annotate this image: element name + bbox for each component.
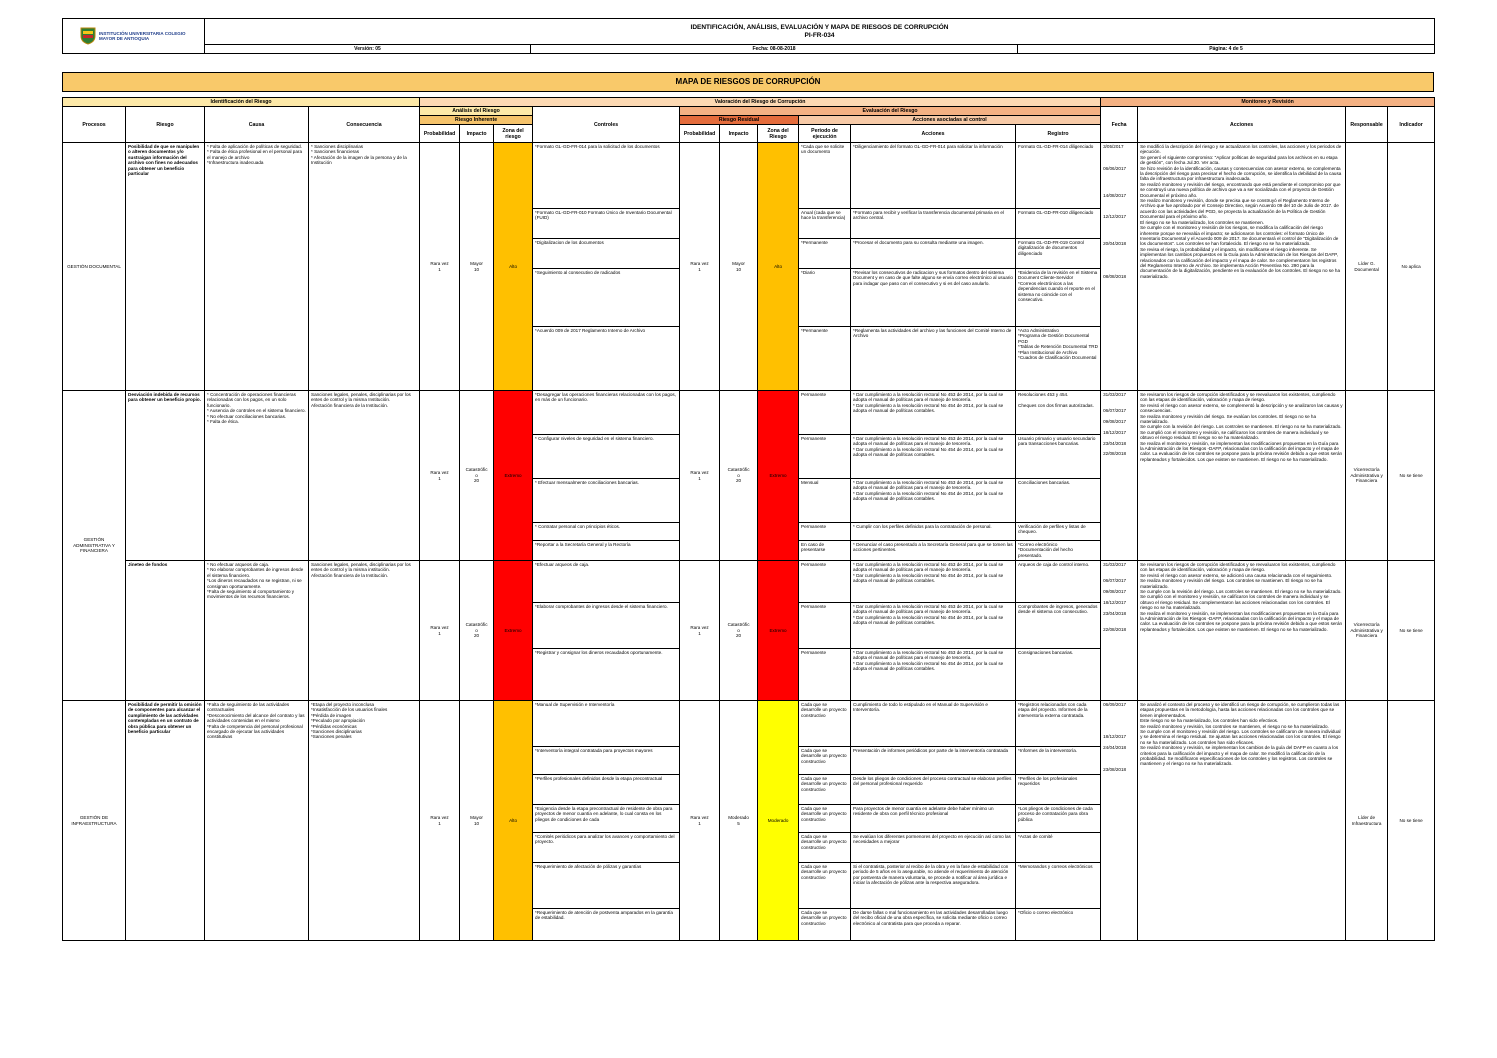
proceso-cell: GESTIÓN ADMINISTRATIVA Y FINANCIERA: [63, 391, 126, 701]
zona-cell: Alto: [494, 701, 533, 941]
impacto-residual-cell: Moderado 5: [720, 701, 758, 941]
control-cell: *Interventoría integral contratada para proyectos mayores: [533, 747, 680, 775]
control-cell: *Formato GL-GD-FR-010 Formato Único de Inventario Documental (FUID): [533, 209, 680, 239]
control-cell: *Requerimiento de atención de postventa amparados en la garantía de estabilidad.: [533, 909, 680, 941]
col-consecuencia: Consecuencia: [309, 107, 420, 143]
accion-cell: Si el contratista, posterior al recibo de la obra y en la fase de estabilidad con periodo de 5 años en lo asegurable, no atiende el requerimiento de atención por postventa de manera voluntaria, se procede a notificar al área jurídica e iniciar la afectación de pólizas ante la respectiva aseguradora.: [851, 863, 1016, 909]
registro-cell: Conciliaciones bancarias.: [1016, 479, 1101, 523]
probabilidad-residual-cell: Rara vez 1: [680, 391, 720, 561]
accion-cell: Cumplimiento de todo lo estipulado en el Manual de Supervisión e Interventoría.: [851, 701, 1016, 747]
periodo-cell: *Cada que se solicite un documento: [799, 143, 851, 209]
accion-cell: Para proyectos de menor cuantía en adelante debe haber mínimo un residente de obra con perfil técnico profesional: [851, 805, 1016, 833]
accion-cell: *Revisar los consecutivos de radicacion y sus formatos dentro del sistema Document y en caso de que falte alguno se envía correo electrónico al usuario para indagar que paso con el consecutivo y si es del caso anularlo.: [851, 269, 1016, 327]
impacto-residual-cell: Catastrófic o 20: [720, 391, 758, 561]
registro-cell: Comprobantes de ingresos, generados desde el sistema con consecutivo.: [1016, 603, 1101, 649]
col-acciones-mon: Acciones: [1138, 107, 1346, 143]
proceso-cell: GESTIÓN DE INFRAESTRUCTURA: [63, 701, 126, 941]
section-valoracion: Valoración del Riesgo de Corrupción: [420, 98, 1101, 107]
control-cell: *Digitalizacion de los documentos: [533, 239, 680, 269]
consecuencia-cell: *Etapa del proyecto inconclusa *Insatisfacción de los usuarios finales *Pérdida de imagen *Peculado por apropiación *Pérdidas económicas *Sanciones disciplinarias *Sanciones penales: [309, 701, 420, 941]
periodo-cell: Mensual: [799, 479, 851, 523]
periodo-cell: En caso de presentarse: [799, 541, 851, 561]
col-causa: Causa: [205, 107, 309, 143]
col-zona-residual: Zona del Riesgo: [758, 125, 799, 143]
control-cell: *Exigencia desde la etapa precontractual de residente de obra para proyectos de menor cuantía en adelante, lo cual consta en los pliegos de condiciones de cada: [533, 805, 680, 833]
registro-cell: Formato GL-GD-FR-010 diligenciado: [1016, 209, 1101, 239]
map-title-band: [62, 72, 1434, 92]
registro-cell: Usuario primario y usuario secundario para transacciones bancarias.: [1016, 435, 1101, 479]
col-probabilidad: Probabilidad: [420, 125, 460, 143]
impacto-residual-cell: Mayor 10: [720, 143, 758, 391]
consecuencia-cell: * Sanciones disciplinarias * Sanciones financieras * Afectación de la imagen de la persona y de la Institución: [309, 143, 420, 391]
periodo-cell: Cada que se desarrolle un proyecto constructivo: [799, 909, 851, 941]
accion-cell: * Dar cumplimiento a la resolución rectoral No 453 de 2014, por la cual se adopta el manual de políticas para el manejo de tesorería. * Dar cumplimiento a la resolución rectoral No 454 de 2014, por la cual se adopta el manual de políticas contables.: [851, 479, 1016, 523]
registro-cell: Consignaciones bancarias.: [1016, 649, 1101, 701]
document-title: IDENTIFICACIÓN, ANÁLISIS, EVALUACIÓN Y MAPA DE RIESGOS DE CORRUPCIÓN: [690, 23, 949, 31]
risk-matrix-body: [63, 143, 1435, 941]
periodo-cell: Permanente: [799, 435, 851, 479]
registro-cell: Formato GL-GD-FR-019 Control digitalización de documentos diligenciado: [1016, 239, 1101, 269]
probabilidad-cell: Rara vez 1: [420, 143, 460, 391]
control-cell: *Registrar y consignar los dineros recaudados oportunamente.: [533, 649, 680, 701]
responsable-cell: Vicerrectoría Administrativa y Financiera: [1346, 391, 1388, 561]
probabilidad-cell: Rara vez 1: [420, 701, 460, 941]
col-riesgo: Riesgo: [126, 107, 205, 143]
fecha: Fecha: 08-08-2018: [531, 45, 1018, 54]
col-fecha: Fecha: [1101, 107, 1138, 143]
control-cell: *Efectuar arqueos de caja.: [533, 561, 680, 603]
periodo-cell: Cada que se desarrolle un proyecto constructivo: [799, 833, 851, 863]
col-probabilidad-residual: Probabilidad: [680, 125, 720, 143]
accion-cell: Presentación de informes periódicos por parte de la interventoría contratada: [851, 747, 1016, 775]
section-evaluacion: Evaluación del Riesgo: [680, 107, 1101, 116]
accion-cell: *Reglamenta las actividades del archivo y las funciones del Comité Interno de Archivo: [851, 327, 1016, 391]
fecha-cell: 06/09/2017 18/12/2017 24/04/2018 23/08/2018: [1101, 701, 1138, 941]
periodo-cell: Cada que se desarrolle un proyecto constructivo: [799, 701, 851, 747]
col-responsable: Responsable: [1346, 107, 1388, 143]
accion-cell: *Diligenciamiento del formato GL-GD-FR-014 para solicitar la información: [851, 143, 1016, 209]
periodo-cell: Permanente: [799, 561, 851, 603]
acciones-monitoreo-cell: Se revisaron los riesgos de corrupción identificados y se reevaluaron los existentes, cumpliendo con las etapas de identificación, valoración y mapa de riesgo. Se revisó el riesgo con asesor externo, se adicionó una causa relacionada con el seguimiento. Se realiza monitoreo y revisión del riesgo. Los controles se mantienen. El riesgo no se ha materializado. Se cumple con la revisión del riesgo. Los controles se mantienen. El riesgo no se ha materializado. Se cumplió con el monitoreo y revisión, se calificaron los controles de manera individual y se obtuvo el riesgo residual. Se complementaron las acciones relacionadas con los controles. El riesgo no se ha materializado. Se realiza el monitoreo y revisión, se implementan las modificaciones propuestas en la Guía para la Administración de los Riesgos -DAFP, relacionadas con la calificación del impacto y el mapa de calor. La evaluación de los controles se pospone para la próxima revisión debido a que estos serán replanteados y fortalecidos. Los que existen se mantienen. El riesgo no se ha materializado.: [1138, 561, 1346, 701]
indicador-cell: No se tiene: [1388, 701, 1435, 941]
table-row: [63, 701, 1435, 747]
impacto-cell: Mayor 10: [460, 701, 494, 941]
accion-cell: * Dar cumplimiento a la resolución rectoral No 453 de 2014, por la cual se adopta el manual de políticas para el manejo de tesorería. * Dar cumplimiento a la resolución rectoral No 454 de 2014, por la cual se adopta el manual de políticas contables.: [851, 649, 1016, 701]
table-row: [63, 561, 1435, 603]
accion-cell: * Dar cumplimiento a la resolución rectoral No 453 de 2014, por la cual se adopta el manual de políticas para el manejo de tesorería. * Dar cumplimiento a la resolución rectoral No 454 de 2014, por la cual se adopta el manual de políticas contables.: [851, 391, 1016, 435]
periodo-cell: Permanente: [799, 523, 851, 541]
registro-cell: *Memorandos y correos electrónicos: [1016, 863, 1101, 909]
responsable-cell: Líder de Infraestructura: [1346, 701, 1388, 941]
control-cell: *Elaborar comprobantes de ingresos desde el sistema financiero.: [533, 603, 680, 649]
fecha-cell: 31/03/2017 06/07/2017 09/08/2017 18/12/2017 23/04/2018 22/08/2018: [1101, 561, 1138, 701]
zona-residual-cell: Extremo: [758, 561, 799, 701]
control-cell: * Contratar personal con principios éticos.: [533, 523, 680, 541]
registro-cell: *Registros relacionados con cada etapa del proyecto. Informes de la interventoría externa contratada.: [1016, 701, 1101, 747]
document-header: [62, 18, 1435, 54]
indicador-cell: No se tiene: [1388, 391, 1435, 561]
zona-residual-cell: Moderado: [758, 701, 799, 941]
section-riesgo-residual: Riesgo Residual: [680, 116, 799, 125]
riesgo-cell: Posibilidad de permitir la omisión de componentes para alcanzar el cumplimiento de las actividades contempladas en un contrato de obra pública para obtener un beneficio particular: [126, 701, 205, 941]
causa-cell: * Falta de aplicación de políticas de seguridad. * Falta de ética profesional en el personal para el manejo de archivo *Infraestructura inadecuada: [205, 143, 309, 391]
registro-cell: *Perfiles de los profesionales requeridos: [1016, 775, 1101, 805]
table-row: [63, 391, 1435, 435]
logo-text: INSTITUCIÓN UNIVERSITARIA COLEGIO MAYOR DE ANTIOQUIA: [99, 31, 186, 41]
indicador-cell: No aplica: [1388, 143, 1435, 391]
impacto-cell: Catastrófic o 20: [460, 561, 494, 701]
consecuencia-cell: Sanciones legales, penales, disciplinarias por los entes de control y la misma institución. Afectación financiera de la Institución.: [309, 561, 420, 701]
registro-cell: *Evidencia de la revisión en el Sistema Document Cliente-Servidor *Correos electrónicos a las dependencias cuando el reporte en el sistema no coincide con el consecutivo.: [1016, 269, 1101, 327]
control-cell: *Perfiles profesionales definidos desde la etapa precontractual: [533, 775, 680, 805]
col-impacto-residual: Impacto: [720, 125, 758, 143]
zona-cell: Alto: [494, 143, 533, 391]
shield-logo-icon: [80, 27, 96, 45]
proceso-cell: GESTIÓN DOCUMENTAL: [63, 143, 126, 391]
col-registro: Registro: [1016, 125, 1101, 143]
impacto-residual-cell: Catastrófic o 20: [720, 561, 758, 701]
probabilidad-cell: Rara vez 1: [420, 391, 460, 561]
registro-cell: *Correo electrónico *Documentación del hecho presentado.: [1016, 541, 1101, 561]
causa-cell: *Falta de seguimiento de las actividades contractuales *Desconocimiento del alcance del contrato y las actividades contenidas en el mismo *Falta de competencia del personal profesional encargado de ejecutar las actividades constitutivas: [205, 701, 309, 941]
zona-residual-cell: Alto: [758, 143, 799, 391]
accion-cell: *Formato para recibir y verificar la transferencia documental primaria en el archivo central.: [851, 209, 1016, 239]
responsable-cell: Vicerrectoría Administrativa y Financiera: [1346, 561, 1388, 701]
section-identificacion: Identificación del Riesgo: [63, 98, 420, 107]
document-code: PI-FR-034: [804, 31, 835, 39]
riesgo-cell: Jineteo de fondos: [126, 561, 205, 701]
accion-cell: *Procesar el documento para su consulta mediante una imagen.: [851, 239, 1016, 269]
col-controles: Controles: [533, 107, 680, 143]
col-impacto: Impacto: [460, 125, 494, 143]
registro-cell: *Acto Administrativo *Programa de Gestión Documental PGD *Tablas de Retención Documental TRD *Plan Institucional de Archivo *Cuadros de Clasificación Documental: [1016, 327, 1101, 391]
logo: [63, 19, 205, 54]
zona-cell: Extremo: [494, 561, 533, 701]
document-title-cell: [205, 19, 1435, 45]
accion-cell: Desde los pliegos de condiciones del proceso contractual se elaboran perfiles del personal profesional requerido: [851, 775, 1016, 805]
section-acciones-control: Acciones asociadas al control: [799, 116, 1101, 125]
accion-cell: * Denunciar el caso presentado a la Secretaría General para que se tomen las acciones pertinentes.: [851, 541, 1016, 561]
acciones-monitoreo-cell: Se modificó la descripción del riesgo y se actualizaron los controles, las acciones y los periodos de ejecución. Se generó el siguiente compromiso: "Aplicar políticas de seguridad para los archivos en su etapa de gestión", con fecha Jul.30. Ver acta. Se hizo revisión de la identificación, causas y consecuencias con asesor externo, se complementa la descripción del riesgo para precisar el hecho de corrupción, se identifica la debilidad de la causa falta de infraestructura por infraestructura inadecuada. Se realizó monitoreo y revisión del riesgo, encontrando que está pendiente el compromiso por que se construyó una nueva política de archivo que va a ser socializada con el proyecto de Gestión Documental el próximo año. Se realizo monitoreo y revisión, donde se precisa que se construyó el Reglamento Interno de Archivo que fue aprobado por el Consejo Directivo, según Acuerdo 09 del 10 de Julio de 2017. de acuerdo con las actividades del PGD, se proyecta la actualización de la Política de Gestión Documental para el próximo año. El riesgo no se ha materializado, los controles se mantienen. Se cumple con el monitoreo y revisión de los riesgos, se modifica la calificación del riesgo inherente porque se reevalúa el impacto; se adicionaron los controles: el formato Único de Inventario Documental y el Acuerdo 009 de 2017. Se documentará el control de "Digitalización de los documentos". Los controles se han fortalecido. El riesgo no se ha materializado. Se revisa el riesgo, la probabilidad y el impacto, sin modificarse el riesgo inherente. Se implementan los cambios propuestos en la Guía para la Administración de los Riesgos del DAFP, relacionados con la calificación del impacto y el mapa de calor. Se complementaron los registros del Reglamento Interno de Archivo. Se implementa Acción Preventiva No. 290 para la documentación de la digitalización, pendiente en la evaluación de los controles. El riesgo no se ha materializado.: [1138, 143, 1346, 391]
col-acciones: Acciones: [851, 125, 1016, 143]
control-cell: *Comités periódicos para analizar los avances y comportamiento del proyecto.: [533, 833, 680, 863]
table-row: [63, 143, 1435, 209]
registro-cell: *Los pliegos de condiciones de cada proceso de contratación para obra pública: [1016, 805, 1101, 833]
control-cell: * Efectuar mensualmente conciliaciones bancarias.: [533, 479, 680, 523]
causa-cell: * Concentración de operaciones financieras relacionadas con los pagos, en un solo funcionario. * Ausencia de controles en el sistema financiero. * No efectuar conciliaciones bancarias. * Falta de ética.: [205, 391, 309, 561]
probabilidad-cell: Rara vez 1: [420, 561, 460, 701]
fecha-cell: 31/03/2017 06/07/2017 09/08/2017 18/12/2017 23/04/2018 22/08/2018: [1101, 391, 1138, 561]
control-cell: *Manual de Supervisión e Interventoría: [533, 701, 680, 747]
control-cell: *Seguimiento al consecutivo de radicados: [533, 269, 680, 327]
periodo-cell: Permanente: [799, 649, 851, 701]
zona-residual-cell: Extremo: [758, 391, 799, 561]
periodo-cell: *Permanente: [799, 239, 851, 269]
riesgo-cell: Posibilidad de que se manipulen o alteren documentos y/o sustraigan información del archivo con fines no adecuados para obtener un beneficio particular: [126, 143, 205, 391]
map-title: MAPA DE RIESGOS DE CORRUPCIÓN: [63, 73, 1434, 92]
section-analisis: Análisis del Riesgo: [420, 107, 533, 116]
zona-cell: Extremo: [494, 391, 533, 561]
probabilidad-residual-cell: Rara vez 1: [680, 701, 720, 941]
periodo-cell: *Diario: [799, 269, 851, 327]
responsable-cell: Líder G. Documental: [1346, 143, 1388, 391]
registro-cell: *Oficio o correo electrónico: [1016, 909, 1101, 941]
accion-cell: * Dar cumplimiento a la resolución rectoral No 453 de 2014, por la cual se adopta el manual de políticas para el manejo de tesorería. * Dar cumplimiento a la resolución rectoral No 454 de 2014, por la cual se adopta el manual de políticas contables.: [851, 603, 1016, 649]
fecha-cell: 3/05/2017 06/06/2017 14/08/2017 12/12/2017 20/04/2018 08/08/2018: [1101, 143, 1138, 391]
periodo-cell: *Permanente: [799, 327, 851, 391]
accion-cell: * Cumplir con los perfiles definidos para la contratación de personal.: [851, 523, 1016, 541]
pagina: Página: 4 de 5: [1018, 45, 1435, 54]
periodo-cell: Permanente: [799, 603, 851, 649]
registro-cell: Formato GL-GD-FR-014 diligenciado: [1016, 143, 1101, 209]
accion-cell: Se evalúan los diferentes pormenores del proyecto en ejecución así como las necesidades a mejorar: [851, 833, 1016, 863]
col-indicador: Indicador: [1388, 107, 1435, 143]
registro-cell: *Actas de comité: [1016, 833, 1101, 863]
registro-cell: Verificación de perfiles y listas de chequeo.: [1016, 523, 1101, 541]
control-cell: *Formato GL-GD-FR-014 para la solicitud de los documentos: [533, 143, 680, 209]
section-monitoreo: Monitoreo y Revisión: [1101, 98, 1435, 107]
probabilidad-residual-cell: Rara vez 1: [680, 143, 720, 391]
control-cell: *Acuerdo 009 de 2017 Reglamento Interno de Archivo: [533, 327, 680, 391]
col-procesos: Procesos: [63, 107, 126, 143]
section-riesgo-inherente: Riesgo Inherente: [420, 116, 533, 125]
periodo-cell: Cada que se desarrolle un proyecto constructivo: [799, 805, 851, 833]
consecuencia-cell: Sanciones legales, penales, disciplinarias por los entes de control y la misma Institución. Afectación financiera de la Institución.: [309, 391, 420, 561]
periodo-cell: Permanente: [799, 391, 851, 435]
acciones-monitoreo-cell: Se revisaron los riesgos de corrupción identificados y se reevaluaron los existentes, cumpliendo con las etapas de identificación, valoración y mapa de riesgo. Se revisó el riesgo con asesor externo, se complementó la descripción y se analizaron las causas y consecuencias. Se realiza monitoreo y revisión del riesgo. Se evalúan los controles. El riesgo no se ha materializado. Se cumple con la revisión del riesgo. Los controles se mantienen. El riesgo no se ha materializado. Se cumplió con el monitoreo y revisión, se calificaron los controles de manera individual y se obtuvo el riesgo residual. El riesgo no se ha materializado. Se realiza el monitoreo y revisión, se implementan las modificaciones propuestas en la Guía para la Administración de los Riesgos -DAFP, relacionadas con la calificación del impacto y el mapa de calor. La evaluación de los controles se pospone para la próxima revisión debido a que estos serán replanteados y fortalecidos. Los que existen se mantienen. El riesgo no se ha materializado.: [1138, 391, 1346, 561]
impacto-cell: Mayor 10: [460, 143, 494, 391]
periodo-cell: Cada que se desarrolle un proyecto constructivo: [799, 747, 851, 775]
control-cell: *Desagregar las operaciones financieras relacionadas con los pagos, en más de un funcionario.: [533, 391, 680, 435]
control-cell: *Reportar a la Secretaría General y la Rectoría: [533, 541, 680, 561]
registro-cell: *Informes de la interventoría.: [1016, 747, 1101, 775]
periodo-cell: Cada que se desarrolle un proyecto constructivo: [799, 863, 851, 909]
accion-cell: * Dar cumplimiento a la resolución rectoral No 453 de 2014, por la cual se adopta el manual de políticas para el manejo de tesorería. * Dar cumplimiento a la resolución rectoral No 454 de 2014, por la cual se adopta el manual de políticas contables.: [851, 435, 1016, 479]
version: Versión: 05: [205, 45, 531, 54]
risk-matrix: [62, 97, 1435, 941]
impacto-cell: Catastrófic o 20: [460, 391, 494, 561]
control-cell: * Configurar niveles de seguridad en el sistema financiero.: [533, 435, 680, 479]
periodo-cell: Cada que se desarrolle un proyecto constructivo: [799, 775, 851, 805]
periodo-cell: Anual (cada que se hace la transferencia): [799, 209, 851, 239]
control-cell: *Requerimiento de afectación de pólizas y garantías: [533, 863, 680, 909]
col-zona: Zona del riesgo: [494, 125, 533, 143]
riesgo-cell: Desviación indebida de recursos para obtener un beneficio propio.: [126, 391, 205, 561]
probabilidad-residual-cell: Rara vez 1: [680, 561, 720, 701]
risk-map-sheet: [62, 18, 1434, 941]
indicador-cell: No se tiene: [1388, 561, 1435, 701]
registro-cell: Arqueos de caja de control interno.: [1016, 561, 1101, 603]
accion-cell: * Dar cumplimiento a la resolución rectoral No 453 de 2014, por la cual se adopta el manual de políticas para el manejo de tesorería. * Dar cumplimiento a la resolución rectoral No 454 de 2014, por la cual se adopta el manual de políticas contables.: [851, 561, 1016, 603]
causa-cell: * No efectuar arqueos de caja. * No elaborar comprobantes de ingresos desde el sistema financiero. *Los dineros recaudados no se registran, ni se consignan oportunamente. *Falta de seguimiento al comportamiento y movimientos de los recursos financieros.: [205, 561, 309, 701]
accion-cell: De darse fallas o mal funcionamiento en las actividades desarrolladas luego del recibo oficial de una obra específica, se solicita mediante oficio o correo electrónico al contratista para que proceda a reparar.: [851, 909, 1016, 941]
acciones-monitoreo-cell: Se analizó el contexto del proceso y se identificó un riesgo de corrupción, se cumplieron todas las etapas propuestas en la metodología, hasta las acciones relacionadas con los controles que se tienen implementados. Este riesgo no se ha materializado, los controles han sido efectivos. Se realizó monitoreo y revisión, los controles se mantienen, el riesgo no se ha materializado. Se cumple con el monitoreo y revisión del riesgo. Los controles se calificaron de manera individual y se determina el riesgo residual. Se ajustan las acciones relacionadas con los controles. El riesgo no se ha materializado. Los controles han sido eficaces. Se realizó monitoreo y revisión, se implementan los cambios de la guía del DAFP en cuanto a los criterios para la calificación del impacto y el mapa de calor. Se modificó la calificación de la probabilidad. Se modificaron especificaciones de los controles y los registros. Los controles se mantienen y el riesgo no se ha materializado.: [1138, 701, 1346, 941]
registro-cell: Resoluciones 453 y 454. Cheques con dos firmas autorizadas.: [1016, 391, 1101, 435]
col-periodo: Periodo de ejecución: [799, 125, 851, 143]
